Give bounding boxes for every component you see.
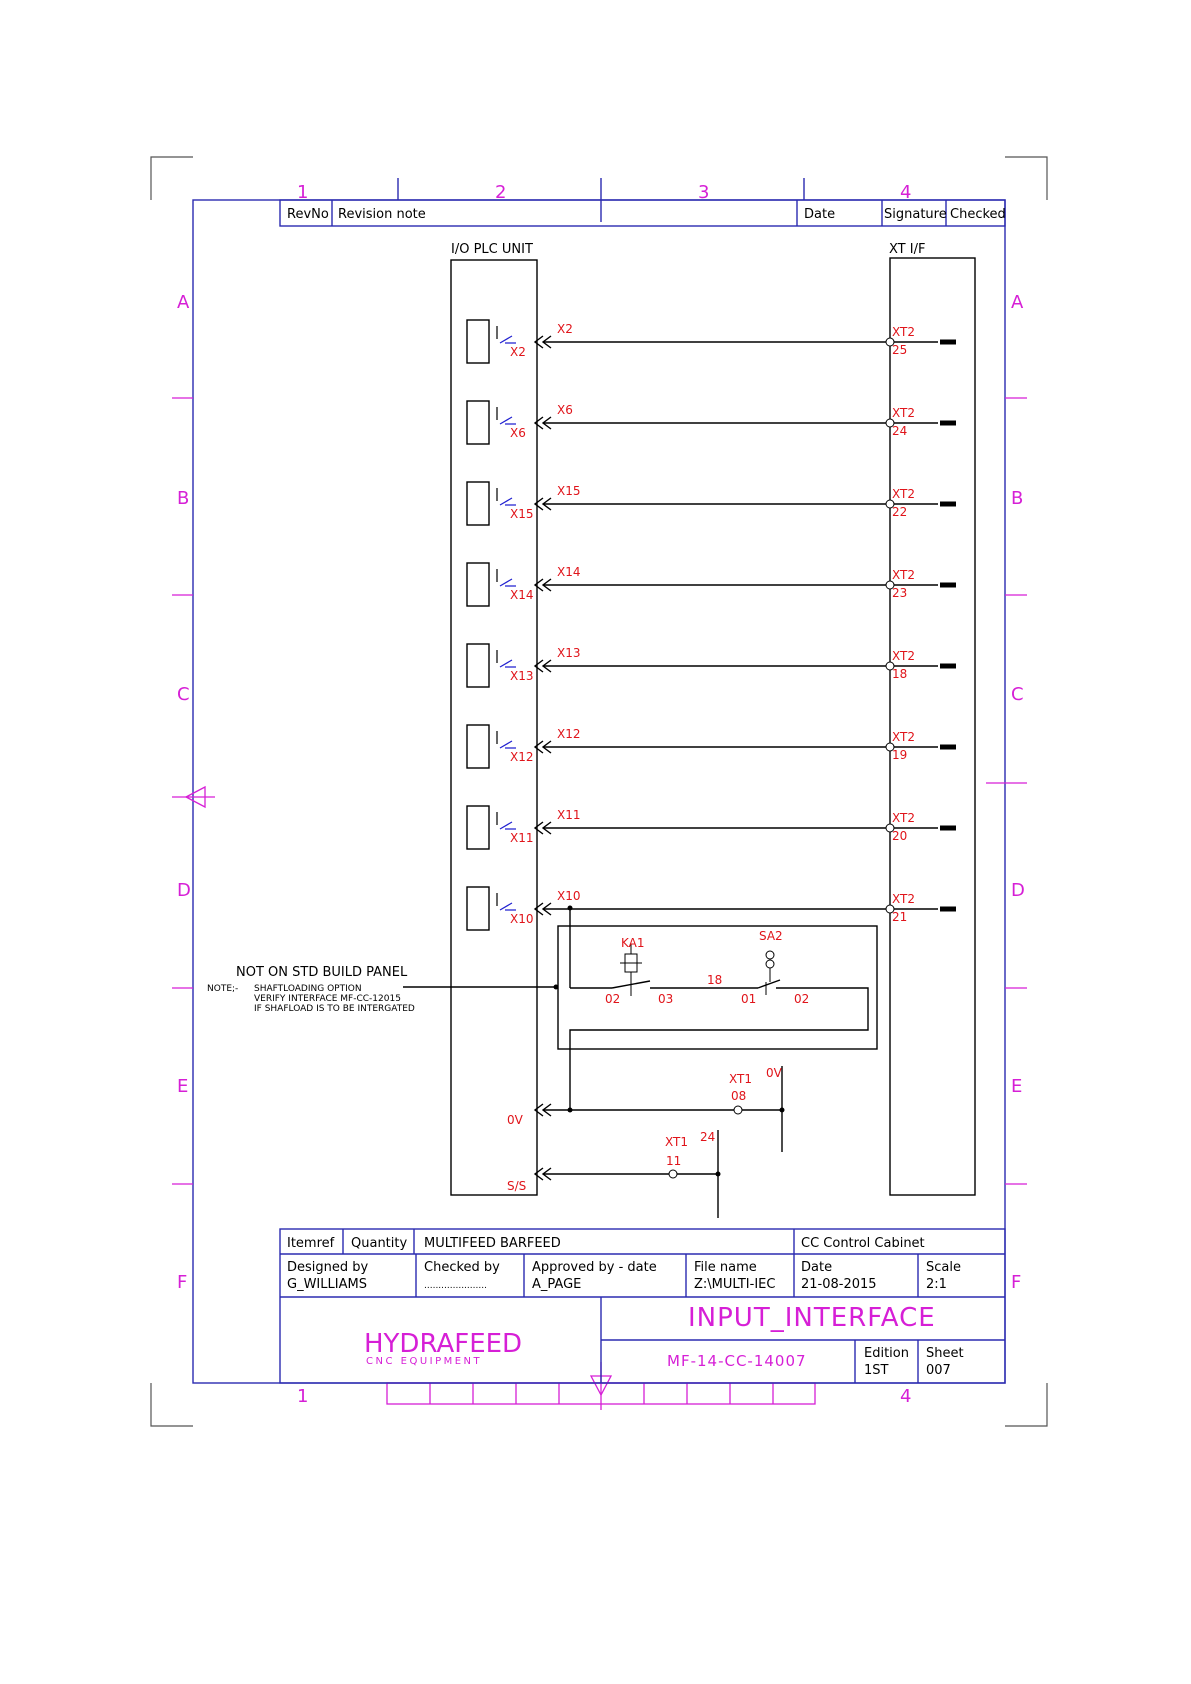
input-rows [467, 320, 956, 930]
checked-by-label: Checked by [424, 1260, 500, 1275]
row-letter-c-left: C [177, 684, 190, 705]
plug-chevron-icon [535, 579, 543, 591]
revision-note-header: Revision note [338, 207, 426, 222]
designed-by-label: Designed by [287, 1260, 369, 1275]
plug-chevron-icon [535, 741, 543, 753]
input-coil-icon [467, 320, 489, 363]
note-prefix: NOTE;- [207, 984, 239, 994]
input-wire-label: X2 [557, 322, 573, 336]
plug-chevron-icon [535, 498, 543, 510]
row-letter-b-left: B [177, 488, 190, 509]
cable-end-icon [940, 664, 956, 669]
input-pin-label: X11 [510, 831, 534, 845]
input-row [467, 401, 956, 444]
plug-chevron-icon [535, 660, 543, 672]
date: 21-08-2015 [801, 1277, 877, 1292]
terminal-number-label: 21 [892, 910, 908, 924]
cabinet: CC Control Cabinet [801, 1236, 925, 1251]
terminal-block-label: XT2 [892, 730, 915, 744]
sheet-label: Sheet [926, 1346, 964, 1361]
edition: 1ST [864, 1363, 889, 1378]
input-coil-icon [467, 401, 489, 444]
drawing-title: INPUT_INTERFACE [688, 1303, 936, 1333]
terminal-block-label: XT2 [892, 649, 915, 663]
input-pin-label: X2 [510, 345, 526, 359]
cable-end-icon [940, 340, 956, 345]
input-pin-label: X6 [510, 426, 526, 440]
relay-label: KA1 [621, 936, 645, 950]
column-number-3: 3 [698, 182, 710, 203]
edition-label: Edition [864, 1346, 909, 1361]
rev-no-header: RevNo [287, 207, 329, 222]
cable-end-icon [940, 583, 956, 588]
designed-by: G_WILLIAMS [287, 1277, 367, 1292]
contact-blue-icon [500, 822, 516, 829]
file-name-label: File name [694, 1260, 757, 1275]
input-row [467, 482, 956, 525]
ss-terminal: 11 [666, 1154, 682, 1168]
relay-pin-b: 03 [658, 992, 674, 1006]
plc-unit-box [451, 260, 537, 1195]
column-number-bottom-4: 4 [900, 1386, 912, 1407]
approved-label: Approved by - date [532, 1260, 657, 1275]
contact-blue-icon [500, 741, 516, 748]
ov-xt1-label: XT1 [729, 1072, 752, 1086]
quantity-label: Quantity [351, 1236, 408, 1251]
row-letter-e-right: E [1011, 1076, 1023, 1097]
row-letter-c-right: C [1011, 684, 1024, 705]
terminal-number-label: 22 [892, 505, 908, 519]
plug-chevron-icon [535, 336, 543, 348]
ov-terminal: 08 [731, 1089, 747, 1103]
switch-pin-b: 02 [794, 992, 810, 1006]
row-letter-f-left: F [177, 1272, 188, 1293]
terminal-number-label: 18 [892, 667, 908, 681]
scale: 2:1 [926, 1277, 947, 1292]
relay-pin-a: 02 [605, 992, 621, 1006]
cable-end-icon [940, 826, 956, 831]
contact-blue-icon [500, 498, 516, 505]
input-wire-label: X13 [557, 646, 581, 660]
terminal-number-label: 24 [892, 424, 908, 438]
input-wire-label: X6 [557, 403, 573, 417]
input-coil-icon [467, 563, 489, 606]
row-letter-b-right: B [1011, 488, 1024, 509]
date-header: Date [804, 207, 836, 222]
input-wire-label: X14 [557, 565, 581, 579]
terminal-block-label: XT2 [892, 892, 915, 906]
plug-chevron-icon [535, 903, 543, 915]
ov-wire: 0V [766, 1066, 782, 1080]
input-wire-label: X11 [557, 808, 581, 822]
terminal-number-label: 23 [892, 586, 908, 600]
terminal-number-label: 25 [892, 343, 908, 357]
plug-chevron-icon [535, 822, 543, 834]
row-letter-e-left: E [177, 1076, 189, 1097]
contact-blue-icon [500, 417, 516, 424]
input-row [467, 806, 956, 849]
input-wire-label: X15 [557, 484, 581, 498]
checked-header: Checked [950, 207, 1006, 222]
contact-blue-icon [500, 903, 516, 910]
cable-end-icon [940, 745, 956, 750]
company-logo-subtitle: CNC EQUIPMENT [366, 1356, 483, 1367]
date-label: Date [801, 1260, 833, 1275]
input-row [467, 725, 956, 768]
signature-header: Signature [884, 207, 947, 222]
xt-interface-label: XT I/F [889, 242, 926, 257]
checked-by: ...................... [424, 1281, 487, 1291]
shaftloading-option-circuit [558, 906, 877, 1111]
note-line-2: VERIFY INTERFACE MF-CC-12015 [254, 994, 401, 1004]
input-coil-icon [467, 482, 489, 525]
row-letter-a-left: A [177, 292, 190, 313]
input-row [467, 320, 956, 363]
cable-end-icon [940, 421, 956, 426]
drawing-frame [193, 200, 1005, 1383]
terminal-block-label: XT2 [892, 568, 915, 582]
row-letter-d-right: D [1011, 880, 1025, 901]
column-number-4: 4 [900, 182, 912, 203]
description: MULTIFEED BARFEED [424, 1236, 561, 1251]
input-coil-icon [467, 644, 489, 687]
contact-blue-icon [500, 579, 516, 586]
file-name: Z:\MULTI-IEC [694, 1277, 776, 1292]
switch-pin-a: 01 [741, 992, 757, 1006]
row-letter-d-left: D [177, 880, 191, 901]
column-number-1: 1 [297, 182, 309, 203]
input-wire-label: X10 [557, 889, 581, 903]
contact-blue-icon [500, 660, 516, 667]
note-leader-dot [554, 985, 559, 990]
input-coil-icon [467, 725, 489, 768]
ss-label: S/S [507, 1179, 527, 1193]
row-letter-f-right: F [1011, 1272, 1022, 1293]
company-logo-text: HYDRAFEED [364, 1329, 523, 1359]
input-coil-icon [467, 806, 489, 849]
note-title: NOT ON STD BUILD PANEL [236, 965, 408, 980]
plug-chevron-icon [535, 417, 543, 429]
cable-end-icon [940, 502, 956, 507]
column-number-2: 2 [495, 182, 507, 203]
input-row [467, 644, 956, 687]
scale-label: Scale [926, 1260, 961, 1275]
row-letter-a-right: A [1011, 292, 1024, 313]
column-number-bottom-1: 1 [297, 1386, 309, 1407]
ss-wire: 24 [700, 1130, 716, 1144]
ov-label: 0V [507, 1113, 523, 1127]
ss-circuit [535, 1130, 721, 1218]
input-pin-label: X10 [510, 912, 534, 926]
sheet: 007 [926, 1363, 951, 1378]
input-pin-label: X12 [510, 750, 534, 764]
note-line-1: SHAFTLOADING OPTION [254, 984, 362, 994]
ss-xt1-label: XT1 [665, 1135, 688, 1149]
plc-unit-label: I/O PLC UNIT [451, 242, 533, 257]
input-wire-label: X12 [557, 727, 581, 741]
approved-by: A_PAGE [532, 1277, 582, 1292]
switch-label: SA2 [759, 929, 783, 943]
input-pin-label: X13 [510, 669, 534, 683]
input-pin-label: X14 [510, 588, 534, 602]
terminal-block-label: XT2 [892, 325, 915, 339]
note-line-3: IF SHAFLOAD IS TO BE INTERGATED [254, 1004, 415, 1014]
terminal-block-label: XT2 [892, 811, 915, 825]
input-row [467, 887, 956, 930]
wire-number-18: 18 [707, 973, 723, 987]
cable-end-icon [940, 907, 956, 912]
terminal-block-label: XT2 [892, 487, 915, 501]
input-coil-icon [467, 887, 489, 930]
drawing-number: MF-14-CC-14007 [667, 1352, 807, 1370]
input-pin-label: X15 [510, 507, 534, 521]
xt-interface-box [890, 258, 975, 1195]
contact-blue-icon [500, 336, 516, 343]
terminal-number-label: 20 [892, 829, 908, 843]
terminal-block-label: XT2 [892, 406, 915, 420]
ka1-contact-icon [612, 944, 650, 996]
input-row [467, 563, 956, 606]
terminal-number-label: 19 [892, 748, 908, 762]
itemref-label: Itemref [287, 1236, 335, 1251]
